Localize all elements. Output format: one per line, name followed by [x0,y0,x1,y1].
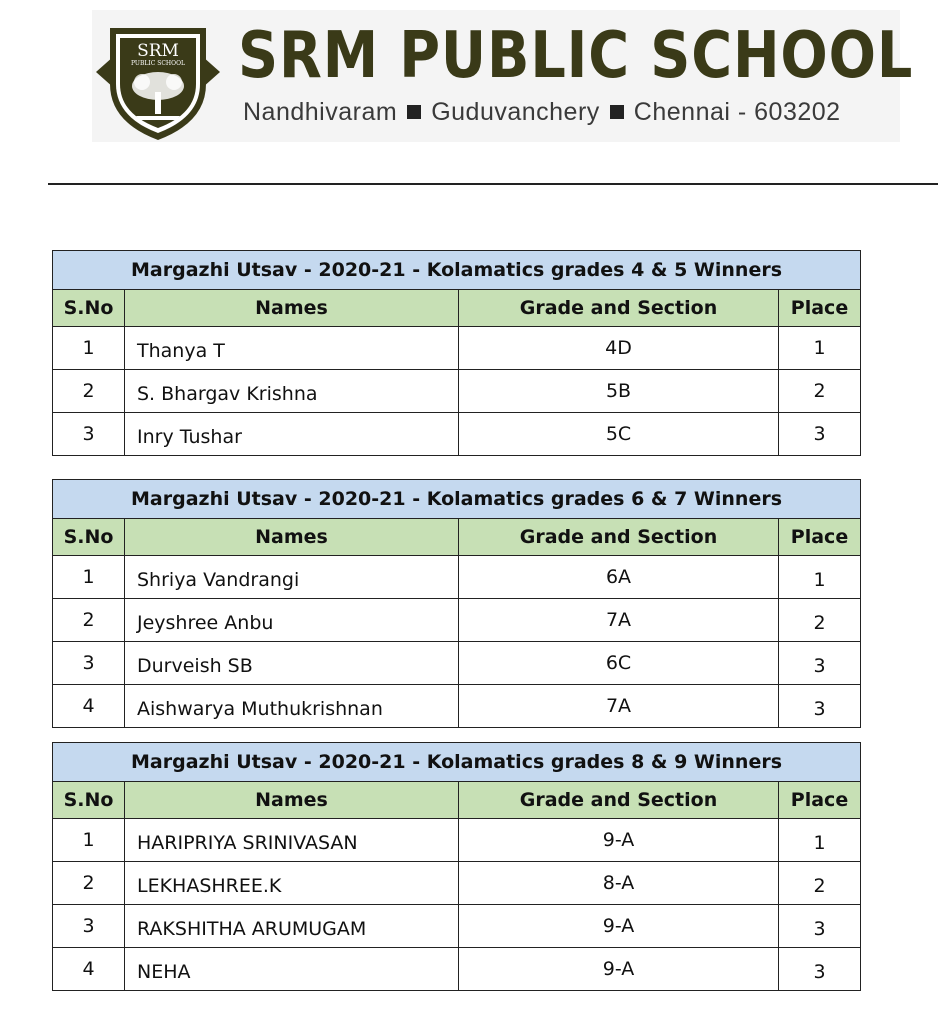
column-header-grade: Grade and Section [459,782,779,819]
table-row [53,327,861,370]
header-divider [48,183,938,185]
table-title: Margazhi Utsav - 2020-21 - Kolamatics grades 6 & 7 Winners [53,480,861,519]
address-locality: Nandhivaram [243,98,398,126]
cell-sno: 4 [53,685,125,728]
cell-sno: 1 [53,819,125,862]
cell-grade: 8-A [459,862,779,905]
cell-place: 2 [779,370,861,413]
table-row [53,413,861,456]
cell-place: 3 [779,685,861,728]
cell-grade: 9-A [459,948,779,991]
winners-table-grades-6-7 [52,479,861,728]
table-row [53,905,861,948]
svg-text:SRM: SRM [137,41,179,61]
winners-table-grades-4-5 [52,250,861,456]
cell-grade: 5C [459,413,779,456]
column-header-place: Place [779,519,861,556]
cell-place: 1 [779,556,861,599]
table-row [53,370,861,413]
cell-name: Aishwarya Muthukrishnan [125,685,459,728]
cell-place: 3 [779,905,861,948]
cell-grade: 6A [459,556,779,599]
column-header-names: Names [125,519,459,556]
winners-table-grades-8-9 [52,742,861,991]
column-header-names: Names [125,782,459,819]
cell-sno: 3 [53,905,125,948]
table-row [53,948,861,991]
cell-grade: 5B [459,370,779,413]
cell-sno: 1 [53,327,125,370]
cell-sno: 3 [53,413,125,456]
cell-name: Thanya T [125,327,459,370]
cell-sno: 2 [53,862,125,905]
bullet-square-icon [610,105,624,119]
cell-grade: 9-A [459,819,779,862]
column-header-sno: S.No [53,782,125,819]
cell-sno: 2 [53,599,125,642]
cell-place: 2 [779,599,861,642]
table-row [53,642,861,685]
address-city: Chennai - 603202 [633,98,841,126]
cell-place: 3 [779,948,861,991]
cell-grade: 7A [459,599,779,642]
table-row [53,599,861,642]
address-town: Guduvanchery [431,98,600,126]
cell-name: Shriya Vandrangi [125,556,459,599]
cell-name: S. Bhargav Krishna [125,370,459,413]
cell-name: LEKHASHREE.K [125,862,459,905]
cell-grade: 6C [459,642,779,685]
school-name: SRM PUBLIC SCHOOL [238,19,914,93]
cell-place: 1 [779,327,861,370]
column-header-names: Names [125,290,459,327]
table-title: Margazhi Utsav - 2020-21 - Kolamatics grades 4 & 5 Winners [53,251,861,290]
school-address [243,98,841,127]
cell-sno: 2 [53,370,125,413]
column-header-place: Place [779,290,861,327]
cell-name: RAKSHITHA ARUMUGAM [125,905,459,948]
cell-name: NEHA [125,948,459,991]
column-header-place: Place [779,782,861,819]
bullet-square-icon [407,105,421,119]
cell-name: Durveish SB [125,642,459,685]
column-header-sno: S.No [53,290,125,327]
cell-place: 2 [779,862,861,905]
cell-place: 1 [779,819,861,862]
svg-text:PUBLIC SCHOOL: PUBLIC SCHOOL [130,60,186,67]
cell-name: Jeyshree Anbu [125,599,459,642]
table-row [53,819,861,862]
school-crest-logo [96,22,220,144]
cell-name: Inry Tushar [125,413,459,456]
table-row [53,685,861,728]
column-header-grade: Grade and Section [459,519,779,556]
cell-place: 3 [779,413,861,456]
cell-sno: 1 [53,556,125,599]
cell-name: HARIPRIYA SRINIVASAN [125,819,459,862]
cell-grade: 7A [459,685,779,728]
column-header-grade: Grade and Section [459,290,779,327]
table-row [53,556,861,599]
table-row [53,862,861,905]
cell-grade: 9-A [459,905,779,948]
cell-place: 3 [779,642,861,685]
column-header-sno: S.No [53,519,125,556]
cell-sno: 4 [53,948,125,991]
cell-sno: 3 [53,642,125,685]
cell-grade: 4D [459,327,779,370]
table-title: Margazhi Utsav - 2020-21 - Kolamatics grades 8 & 9 Winners [53,743,861,782]
